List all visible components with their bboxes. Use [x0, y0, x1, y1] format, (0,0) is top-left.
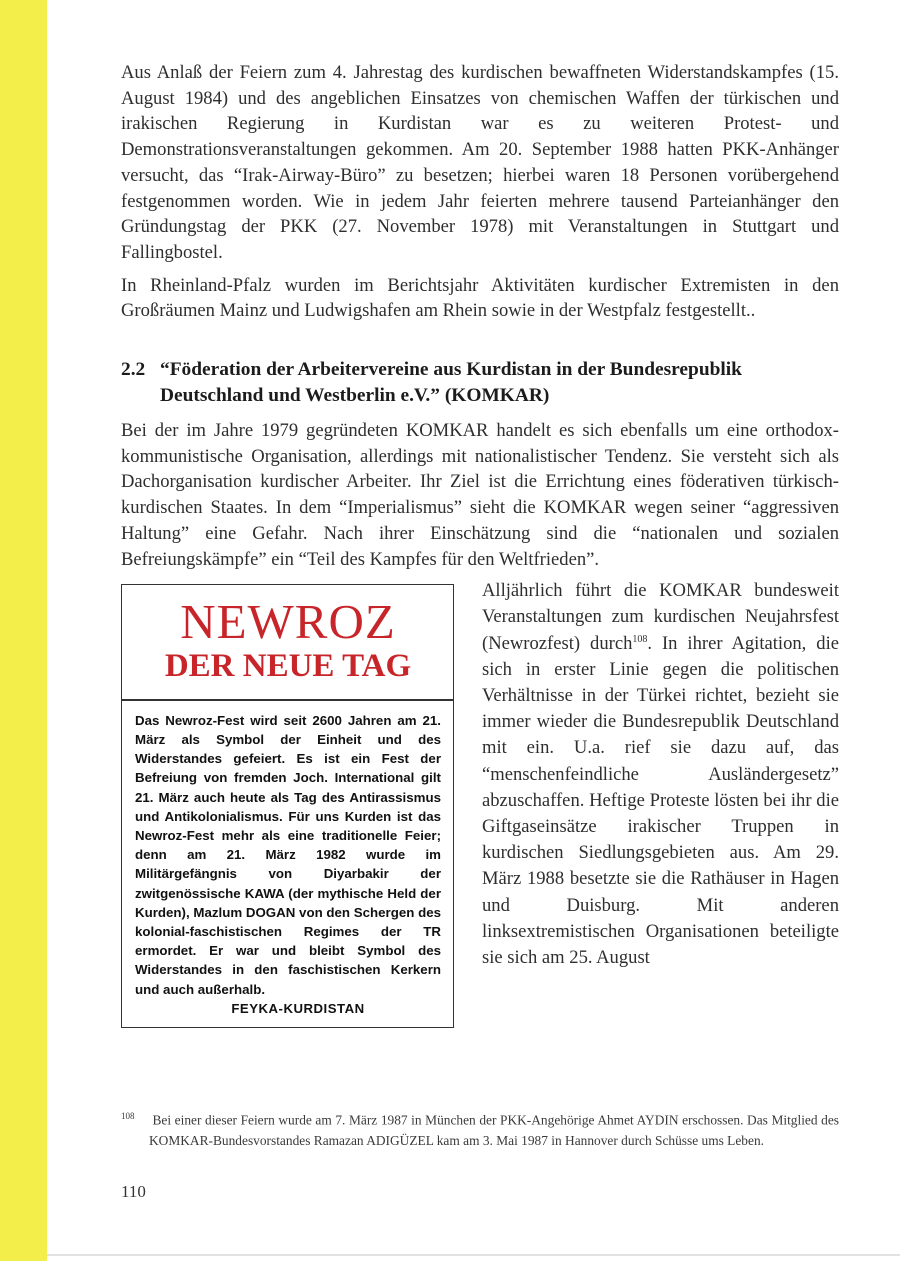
bottom-scan-line	[47, 1254, 900, 1256]
inset-source: FEYKA-KURDISTAN	[231, 1000, 365, 1016]
section-number: 2.2	[121, 359, 146, 381]
two-column-block	[121, 578, 839, 1028]
right-column-paragraph	[482, 578, 839, 971]
footnote-number: 108	[121, 1111, 135, 1121]
footnote	[121, 1106, 839, 1151]
yellow-edge-strip	[0, 0, 47, 1261]
section-paragraph: Bei der im Jahre 1979 gegründeten KOMKAR handelt es sich ebenfalls um eine orthodox-kommunistische Organisation, allerdings mit nationalistischer Tendenz. Sie versteht sich als Dachorganisation kurdischer Arbeiter. Ihr Ziel ist die Errichtung eines föderativen türkisch-kurdischen Staates. In dem “Imperialismus” sieht die KOMKAR wegen seiner “aggressiven Haltung” eine Gefahr. Nach ihrer Einschätzung sind die “nationalen und sozialen Befreiungskämpfe” ein “Teil des Kampfes für den Weltfrieden”.	[121, 420, 839, 570]
section-title: “Föderation der Arbeitervereine aus Kurdistan in der Bundesrepublik Deutschland und Westberlin e.V.” (KOMKAR)	[160, 359, 742, 406]
inset-body: Das Newroz-Fest wird seit 2600 Jahren am 21. März als Symbol der Einheit und des Widerstandes gefeiert. Es ist ein Fest der Befreiung von fremden Joch. International gilt 21. März auch heute als Tag des Antirassismus und Antikolonialismus. Für uns Kurden ist das Newroz-Fest mehr als eine traditionelle Feier; denn am 21. März 1982 wurde im Militärgefängnis von Diyarbakir der zwitgenössische KAWA (der mythische Held der Kurden), Mazlum DOGAN von den Schergen des kolonial-faschistischen Regimes der TR ermordet. Er war und bleibt Symbol des Widerstandes in den faschistischen Kerkern und auch außerhalb.	[135, 712, 441, 997]
footnote-reference[interactable]: 108	[632, 633, 648, 645]
right-column	[482, 578, 839, 1028]
right-text-after-note: . In ihrer Agitation, die sich in erster Linie gegen die politischen Verhältnisse in der Türkei richtet, bezieht sie immer wieder die Bundesrepublik Deutschland mit ein. U.a. rief sie dazu auf, das “menschenfeindliche Ausländergesetz” abzuschaffen. Heftige Proteste lösten bei ihr die Giftgaseinsätze irakischer Truppen in kurdischen Siedlungsgebieten aus. Am 29. März 1988 besetzte sie die Rathäuser in Hagen und Duisburg. Mit anderen linksextremistischen Organisationen beteiligte sie sich am 25. August	[482, 632, 839, 969]
intro-paragraph-1: Aus Anlaß der Feiern zum 4. Jahrestag des kurdischen bewaffneten Widerstandskampfes (15. August 1984) und des angeblichen Einsatzes von chemischen Waffen der türkischen und irakischen Regierung in Kurdistan war es zu weiteren Protest- und Demonstrationsveranstaltungen gekommen. Am 20. September 1988 hatten PKK-Anhänger versucht, das “Irak-Airway-Büro” zu besetzen; hierbei waren 18 Personen vorübergehend festgenommen worden. Wie in jedem Jahr feierten mehrere tausend Parteianhänger den Gründungstag der PKK (27. November 1978) mit Veranstaltungen in Stuttgart und Fallingbostel.	[121, 62, 839, 263]
intro-paragraph-2: In Rheinland-Pfalz wurden im Berichtsjahr Aktivitäten kurdischer Extremisten in den Großräumen Mainz und Ludwigshafen am Rhein sowie in der Westpfalz festgestellt..	[121, 274, 839, 322]
right-text-before-note: Alljährlich führt die KOMKAR bundesweit Veranstaltungen zum kurdischen Neujahrsfest (Newrozfest) durch	[482, 580, 839, 654]
section-heading	[121, 357, 839, 408]
newroz-inset-box	[121, 584, 454, 1028]
inset-title: NEWROZ	[180, 594, 396, 650]
page-number: 110	[121, 1182, 146, 1201]
footnote-text: Bei einer dieser Feiern wurde am 7. März 1987 in München der PKK-Angehörige Ahmet AYDIN erschossen. Das Mitglied des KOMKAR-Bundesvorstandes Ramazan ADIGÜZEL kam am 3. Mai 1987 in Hannover durch Schüsse ums Leben.	[149, 1112, 839, 1149]
inset-divider	[122, 699, 453, 701]
footnote-text-wrapper	[121, 1106, 839, 1151]
page-content	[121, 60, 839, 1028]
inset-subtitle: DER NEUE TAG	[164, 648, 412, 685]
